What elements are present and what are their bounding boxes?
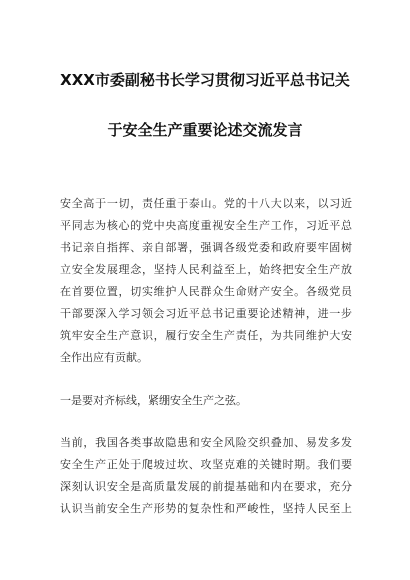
paragraph-intro: [60, 193, 352, 369]
paragraph-line: 平同志为核心的党中央高度重视安全生产工作，习近平总: [60, 219, 352, 232]
paragraph-line: 筑牢安全生产意识，履行安全生产责任，为共同维护大安: [60, 329, 352, 342]
paragraph-line: 安全高于一切，责任重于泰山。党的十八大以来，以习近: [60, 197, 352, 210]
paragraph-line: 在首要位置，切实维护人民群众生命财产安全。各级党员: [60, 285, 352, 298]
paragraph-line: 安全生产正处于爬坡过坎、攻坚克难的关键时期。我们要: [60, 458, 352, 471]
document-title-line-1: XXX市委副秘书长学习贯彻习近平总书记关: [60, 71, 350, 89]
paragraph-line: 全作出应有贡献。: [60, 351, 148, 364]
section-heading: [60, 390, 352, 412]
paragraph-line: 书记亲自指挥、亲自部署，强调各级党委和政府要牢固树: [60, 241, 352, 254]
paragraph-line: 深刻认识安全是高质量发展的前提基础和内在要求，充分: [60, 480, 352, 493]
paragraph-body: [60, 432, 352, 520]
document-title-line-2: 于安全生产重要论述交流发言: [107, 121, 303, 139]
paragraph-line: 干部要深入学习领会习近平总书记重要论述精神，进一步: [60, 307, 352, 320]
paragraph-line: 当前，我国各类事故隐患和安全风险交织叠加、易发多发: [60, 436, 352, 449]
paragraph-line: 认识当前安全生产形势的复杂性和严峻性，坚持人民至上: [60, 502, 352, 515]
paragraph-line: 立安全发展理念，坚持人民利益至上，始终把安全生产放: [60, 263, 352, 276]
paragraph-line: 一是要对齐标线，紧绷安全生产之弦。: [60, 394, 247, 407]
